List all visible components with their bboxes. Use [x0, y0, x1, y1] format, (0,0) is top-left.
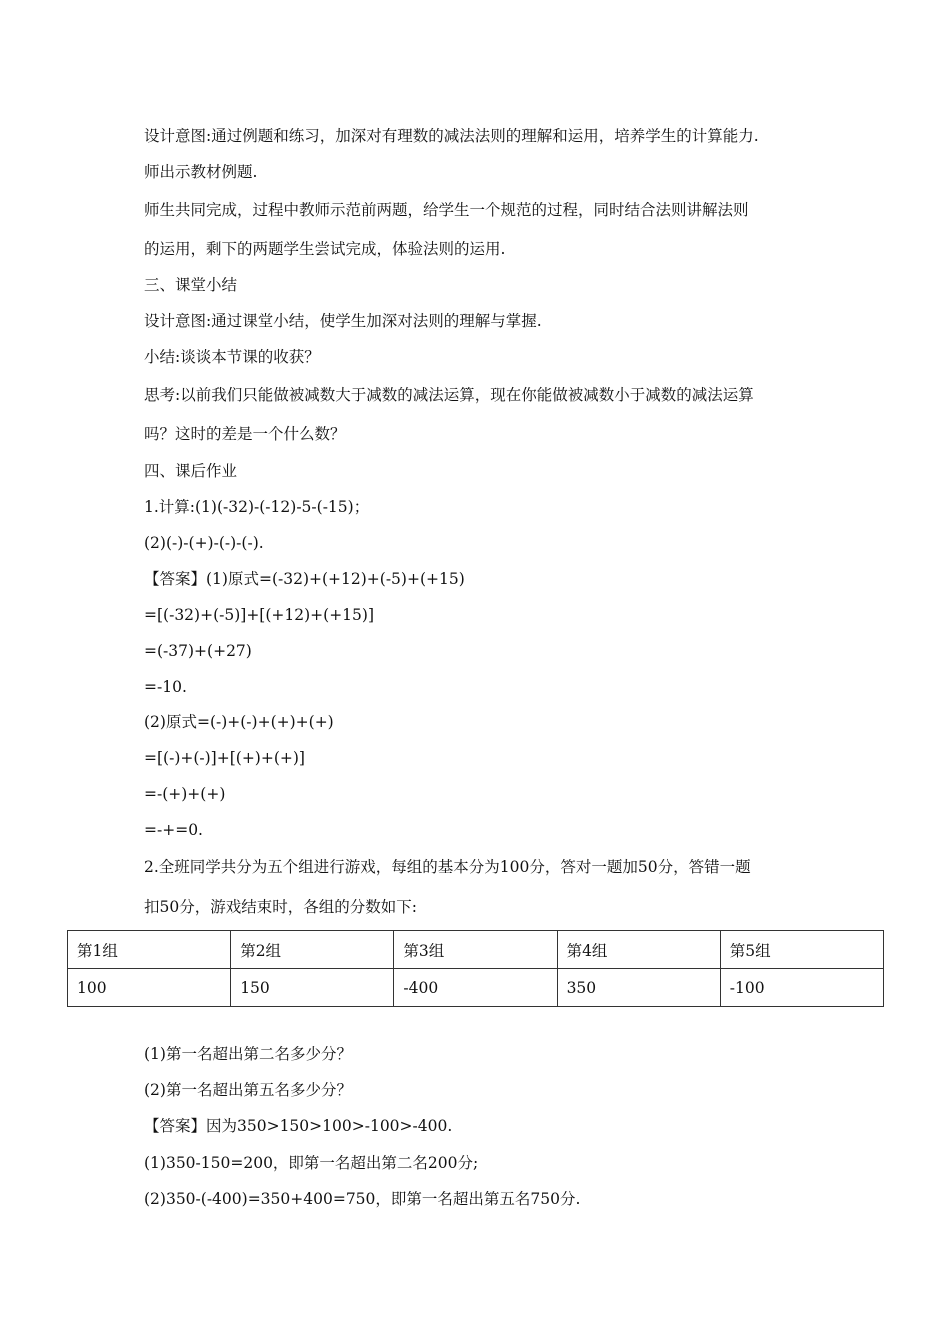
table-header-cell: 第1组 — [68, 931, 231, 969]
answer-1-line-8: =-+=0. — [144, 821, 203, 839]
design-intent-2: 设计意图:通过课堂小结，使学生加深对法则的理解与掌握. — [144, 312, 542, 330]
answer-1-line-3: =(-37)+(+27) — [144, 642, 252, 660]
teacher-example-text: 师出示教材例题. — [144, 163, 258, 181]
table-cell: 100 — [68, 969, 231, 1007]
group-scores-table — [67, 930, 884, 1007]
question-2-part-1: (1)第一名超出第二名多少分？ — [144, 1045, 352, 1063]
table-cell: 350 — [557, 969, 720, 1007]
joint-completion-text: 师生共同完成，过程中教师示范前两题，给学生一个规范的过程，同时结合法则讲解法则 — [144, 201, 749, 219]
answer-1-line-2: =[(-32)+(-5)]+[(+12)+(+15)] — [144, 606, 374, 624]
answer-2-line-2: (1)350-150=200，即第一名超出第二名200分; — [144, 1154, 479, 1172]
table-cell: -400 — [394, 969, 557, 1007]
answer-1-line-6: =[(-)+(-)]+[(+)+(+)] — [144, 749, 305, 767]
table-header-cell: 第4组 — [557, 931, 720, 969]
summary-text: 小结:谈谈本节课的收获？ — [144, 348, 320, 366]
table-header-cell: 第2组 — [231, 931, 394, 969]
table-cell: 150 — [231, 969, 394, 1007]
design-intent-1: 设计意图:通过例题和练习，加深对有理数的减法法则的理解和运用，培养学生的计算能力. — [144, 127, 759, 145]
answer-2-line-1: 【答案】因为350>150>100>-100>-400. — [144, 1117, 453, 1135]
section-heading-homework: 四、课后作业 — [144, 462, 238, 480]
question-2-cont: 扣50分，游戏结束时，各组的分数如下: — [144, 898, 417, 916]
answer-2-line-3: (2)350-(-400)=350+400=750，即第一名超出第五名750分. — [144, 1190, 581, 1208]
answer-1-line-7: =-(+)+(+) — [144, 785, 226, 803]
question-2-part-2: (2)第一名超出第五名多少分？ — [144, 1081, 352, 1099]
table-header-cell: 第3组 — [394, 931, 557, 969]
table-row — [68, 969, 884, 1007]
table-header-row — [68, 931, 884, 969]
question-1-part-2: (2)(-)-(+)-(-)-(-). — [144, 534, 264, 552]
section-heading-summary: 三、课堂小结 — [144, 276, 238, 294]
thinking-text: 思考:以前我们只能做被减数大于减数的减法运算，现在你能做被减数小于减数的减法运算 — [144, 386, 754, 404]
question-2: 2.全班同学共分为五个组进行游戏，每组的基本分为100分，答对一题加50分，答错一题 — [144, 858, 751, 876]
thinking-text-cont: 吗？这时的差是一个什么数？ — [144, 425, 346, 443]
joint-completion-text-cont: 的运用，剩下的两题学生尝试完成，体验法则的运用. — [144, 240, 506, 258]
table-header-cell: 第5组 — [720, 931, 883, 969]
answer-1-line-4: =-10. — [144, 678, 187, 696]
answer-1-line-1: 【答案】(1)原式=(-32)+(+12)+(-5)+(+15) — [144, 570, 465, 588]
question-1: 1.计算:(1)(-32)-(-12)-5-(-15)； — [144, 498, 370, 516]
answer-1-line-5: (2)原式=(-)+(-)+(+)+(+) — [144, 713, 334, 731]
table-cell: -100 — [720, 969, 883, 1007]
